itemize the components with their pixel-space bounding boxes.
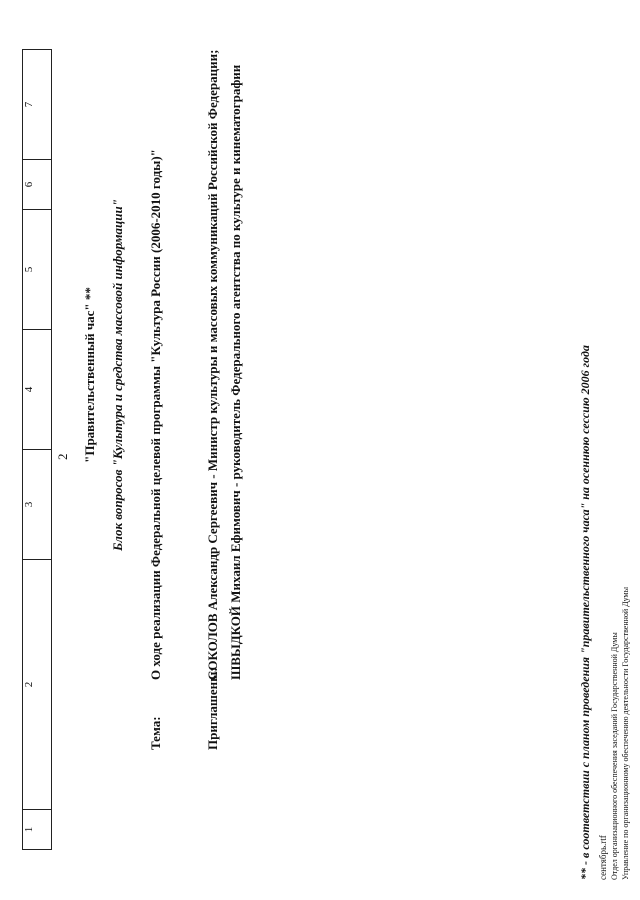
- footer-file-name: сентябрь.rtf: [598, 835, 608, 880]
- page-title: "Правительственный час" **: [82, 287, 97, 463]
- column-number-table: [22, 49, 52, 850]
- page-number: 2: [55, 453, 70, 460]
- column-number-cell: 5: [23, 210, 52, 330]
- invited-person: ШВЫДКОЙ Михаил Ефимович - руководитель Федерального агентства по культуре и кинематографии: [228, 64, 243, 680]
- column-number-cell: 2: [23, 560, 52, 810]
- footer-department: Отдел организационного обеспечения заседаний Государственной Думы: [610, 632, 619, 880]
- table-row: [23, 50, 52, 850]
- topic-label: Тема:: [148, 716, 163, 750]
- column-number-cell: 4: [23, 330, 52, 450]
- topic-text: О ходе реализации Федеральной целевой программы "Культура России (2006-2010 годы)": [148, 149, 163, 680]
- footnote: ** - в соответствии с планом проведения "правительственного часа" на осеннюю сессию 2006 года: [578, 345, 592, 880]
- column-number-cell: 7: [23, 50, 52, 160]
- invited-label: Приглашены:: [205, 667, 220, 750]
- invited-person: СОКОЛОВ Александр Сергеевич - Министр культуры и массовых коммуникаций Российской Федерации;: [205, 49, 220, 680]
- footer-department: Управление по организационному обеспечению деятельности Государственной Думы: [621, 587, 630, 880]
- column-number-cell: 1: [23, 810, 52, 850]
- block-heading: Блок вопросов "Культура и средства массовой информации": [110, 199, 125, 551]
- column-number-cell: 6: [23, 160, 52, 210]
- column-number-cell: 3: [23, 450, 52, 560]
